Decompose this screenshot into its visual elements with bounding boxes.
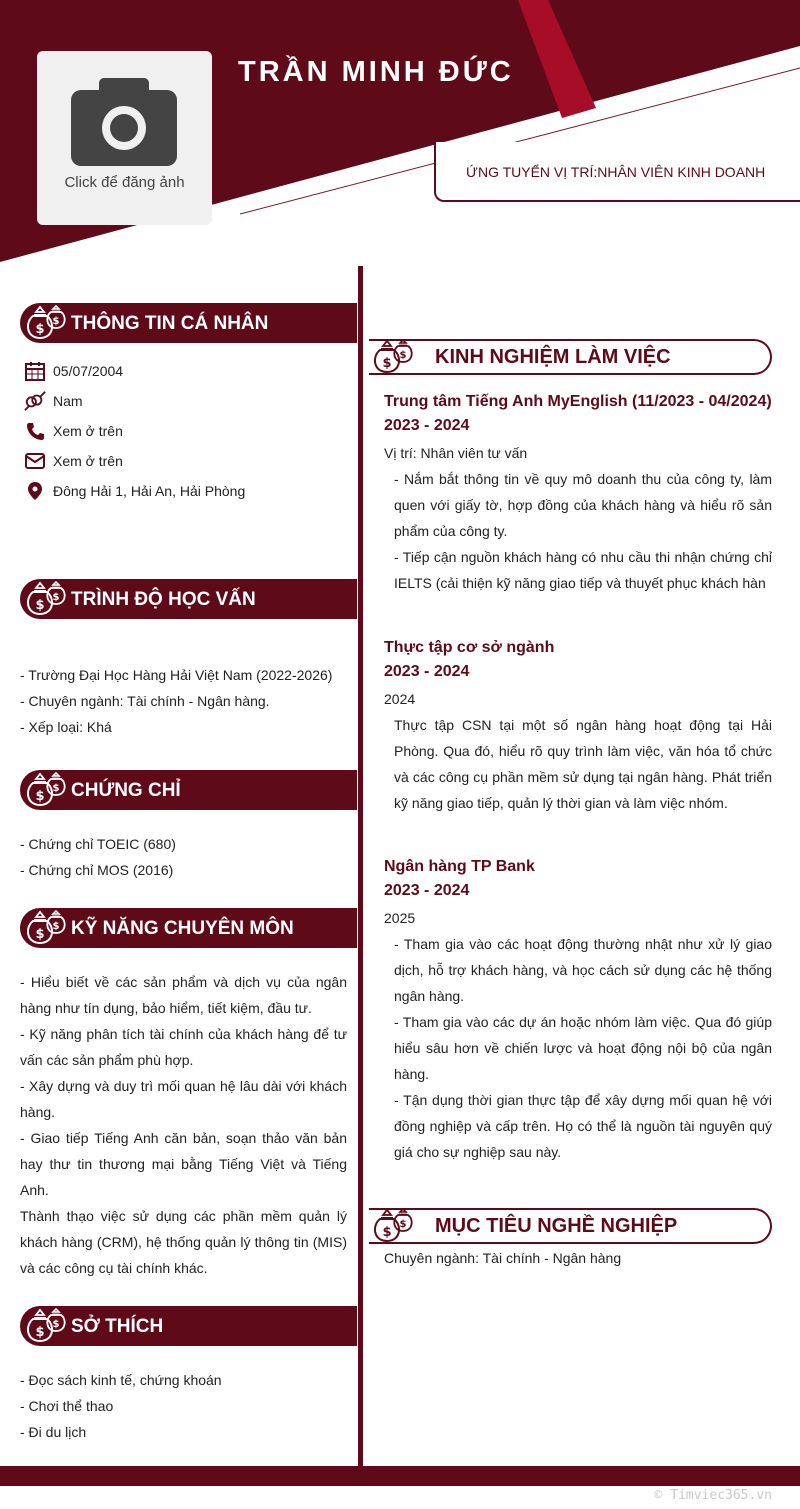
section-skills [20,908,357,948]
photo-upload[interactable] [37,51,212,225]
section-objective [369,1208,772,1244]
money-bags-icon [22,581,70,617]
money-bags-icon [369,1208,417,1244]
section-title: MỤC TIÊU NGHỀ NGHIỆP [435,1215,678,1237]
list-item: - Trường Đại Học Hàng Hải Việt Nam (2022-2026) [20,667,333,683]
money-bags-icon [369,339,417,375]
job-entry [384,636,772,816]
list-item: - Xếp loại: Khá [20,719,112,735]
section-title: CHỨNG CHỈ [71,780,181,801]
job-description [384,466,772,596]
list-item: - Xây dựng và duy trì mối quan hệ lâu dài với khách hàng. [20,1078,347,1120]
job-entry [384,390,772,596]
skills-list [20,969,347,1281]
job-years: 2023 - 2024 [384,663,470,680]
birthday: 05/07/2004 [53,363,124,379]
job-company: Ngân hàng TP Bank [384,858,535,875]
list-item: - Đọc sách kinh tế, chứng khoán [20,1372,222,1388]
gender: Nam [53,393,83,409]
list-item: Thành thạo việc sử dụng các phần mềm quản lý khách hàng (CRM), hệ thống quản lý thông tin (MIS) và các công cụ tài chính khác. [20,1208,347,1276]
job-subtitle: 2025 [384,910,416,926]
envelope-icon [24,450,46,472]
address: Đông Hải 1, Hải An, Hải Phòng [53,483,246,499]
job-line: - Tham gia vào các dự án hoặc nhóm làm việc. Qua đó giúp hiểu sâu hơn về chiến lược và hoạt động nội bộ của ngân hàng. [394,1014,772,1082]
money-bags-icon [22,305,70,341]
section-hobbies [20,1306,357,1346]
objective-text: Chuyên ngành: Tài chính - Ngân hàng [384,1250,622,1266]
section-certificates [20,770,357,810]
job-line: - Tham gia vào các hoạt động thường nhật như xử lý giao dịch, hỗ trợ khách hàng, và học cách sử dụng các hệ thống ngân hàng. [394,936,772,1004]
section-title: TRÌNH ĐỘ HỌC VẤN [71,589,256,610]
job-years: 2023 - 2024 [384,417,470,434]
job-subtitle: 2024 [384,691,416,707]
location-pin-icon [24,480,46,502]
money-bags-icon [22,1308,70,1344]
list-item: - Chơi thể thao [20,1398,114,1414]
birthday-row [24,356,245,386]
phone-row [24,416,245,446]
watermark: © Timviec365.vn [654,1488,772,1503]
money-bags-icon [22,772,70,808]
section-personal-info [20,303,357,343]
job-company: Trung tâm Tiếng Anh MyEnglish (11/2023 - 04/2024) [384,393,772,410]
list-item: - Chuyên ngành: Tài chính - Ngân hàng. [20,693,270,709]
section-title: KINH NGHIỆM LÀM VIỆC [435,346,671,368]
money-bags-icon [22,910,70,946]
section-title: KỸ NĂNG CHUYÊN MÔN [71,918,294,939]
list-item: - Kỹ năng phân tích tài chính của khách hàng để tư vấn các sản phẩm phù hợp. [20,1026,347,1068]
list-item: - Chứng chỉ TOEIC (680) [20,836,176,852]
applied-position: ỨNG TUYỂN VỊ TRÍ:NHÂN VIÊN KINH DOANH [466,164,766,180]
phone-icon [24,420,46,442]
header [0,0,800,270]
email: Xem ở trên [53,453,123,469]
job-line: - Tận dụng thời gian thực tập để xây dựng mối quan hệ với đồng nghiệp và cấp trên. Họ có thể là nguồn tài nguyên quý giá cho sự nghiệp sau này. [394,1092,772,1160]
job-years: 2023 - 2024 [384,882,470,899]
list-item: - Đi du lịch [20,1424,87,1440]
section-experience [369,339,772,375]
job-entry [384,855,772,1165]
photo-upload-label: Click để đăng ảnh [64,174,185,191]
job-subtitle: Vị trí: Nhân viên tư vấn [384,445,528,461]
email-row [24,446,245,476]
job-description [384,712,772,816]
list-item: - Chứng chỉ MOS (2016) [20,862,174,878]
gender-row [24,386,245,416]
certificates-list [20,831,347,883]
section-title: THÔNG TIN CÁ NHÂN [71,313,269,334]
job-line: - Tiếp cận nguồn khách hàng có nhu cầu thi nhận chứng chỉ IELTS (cải thiện kỹ năng giao tiếp và thuyết phục khách hàn [394,549,772,591]
list-item: - Giao tiếp Tiếng Anh căn bản, soạn thảo văn bản hay thư tin thương mại bằng Tiếng Việt và Tiếng Anh. [20,1130,347,1198]
footer-bar [0,1466,800,1486]
list-item: - Hiểu biết về các sản phẩm và dịch vụ của ngân hàng như tín dụng, bảo hiểm, tiết kiệm, đầu tư. [20,974,347,1016]
education-list [20,662,347,740]
address-row [24,476,245,506]
gender-icon [24,390,46,412]
hobbies-list [20,1367,347,1445]
section-education [20,579,357,619]
job-line: - Nắm bắt thông tin về quy mô doanh thu của công ty, làm quen với giấy tờ, hợp đồng của khách hàng và hiểu rõ sản phẩm của công ty. [394,471,772,539]
job-company: Thực tập cơ sở ngành [384,639,555,656]
camera-icon [71,76,177,168]
column-divider [358,266,363,1466]
section-title: SỞ THÍCH [71,1316,164,1337]
candidate-name: TRẦN MINH ĐỨC [238,56,514,88]
personal-info-list [24,356,245,506]
phone: Xem ở trên [53,423,123,439]
job-description [384,931,772,1165]
position-box [434,142,800,202]
job-line: Thực tập CSN tại một số ngân hàng hoạt động tại Hải Phòng. Qua đó, hiểu rõ quy trình làm việc, văn hóa tổ chức và các công cụ phần mềm sử dụng tại ngân hàng. Phát triển kỹ năng giao tiếp, quản lý thời gian và làm việc nhóm. [394,717,772,811]
calendar-icon [24,360,46,382]
